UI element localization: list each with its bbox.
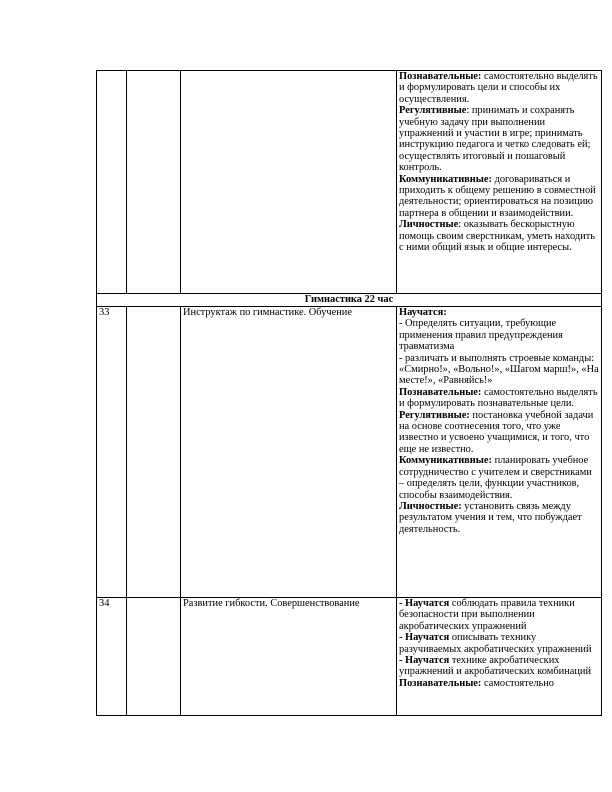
cell-outcomes [397,307,602,598]
cell-number: 34 [97,598,127,716]
outcome-block: Регулятивные: постановка учебной задачи на основе соотнесения того, что уже известно и усвоено учащимися, и того, что еще не известно. [399,409,594,455]
outcome-block: Коммуникативные: договариваться и приходить к общему решению в совместной деятельности; ориентироваться на позицию партнера в общении и взаимодействии. [399,173,596,219]
cell-number: 33 [97,307,127,598]
cell-outcomes [397,598,602,716]
outcome-block: - Определять ситуации, требующие применения правил предупреждения травматизма [399,318,563,353]
cell-date [127,307,181,598]
cell-outcomes [397,71,602,294]
outcome-block: Познавательные: самостоятельно выделять и формулировать цели и способы их осуществления. [399,71,598,105]
outcome-block: Личностные: оказывать бескорыстную помощь своим сверстникам, уметь находить с ними общий язык и общие интересы. [399,219,595,254]
outcome-block: Регулятивные: принимать и сохранять учебную задачу при выполнении упражнений и участии в игре; принимать инструкцию педагога и четко следовать ей; осуществлять итоговый и пошаговый контроль. [399,105,591,174]
outcome-block: Познавательные: самостоятельно выделять и формулировать познавательные цели. [399,386,598,410]
table-row [97,307,602,598]
cell-topic [181,71,397,294]
cell-topic: Инструктаж по гимнастике. Обучение [181,307,397,598]
outcome-block: - Научатся описывать технику разучиваемых акробатических упражнений [399,632,592,655]
outcome-block: Научатся: [399,307,447,318]
cell-number [97,71,127,294]
outcome-block: Познавательные: самостоятельно [399,677,554,689]
section-title: Гимнастика 22 час [97,294,602,307]
cell-date [127,71,181,294]
cell-date [127,598,181,716]
lesson-plan-table [96,70,602,716]
outcome-block: Личностные: установить связь между результатом учения и тем, что побуждает деятельность. [399,500,582,535]
table-row-continued [97,71,602,294]
outcome-block: - Научатся соблюдать правила техники безопасности при выполнении акробатических упражнений [399,598,575,632]
outcome-block: Коммуникативные: планировать учебное сотрудничество с учителем и сверстниками – определять цели, функции участников, способы взаимодействия. [399,455,592,501]
section-header-row [97,294,602,307]
cell-topic: Развитие гибкости. Совершенствование [181,598,397,716]
outcome-block: - Научатся технике акробатических упражнений и акробатических комбинаций [399,655,592,678]
outcome-block: - различать и выполнять строевые команды: «Смирно!», «Вольно!», «Шагом марш!», «На месте!», «Равняйсь!» [399,352,599,387]
table-row [97,598,602,716]
